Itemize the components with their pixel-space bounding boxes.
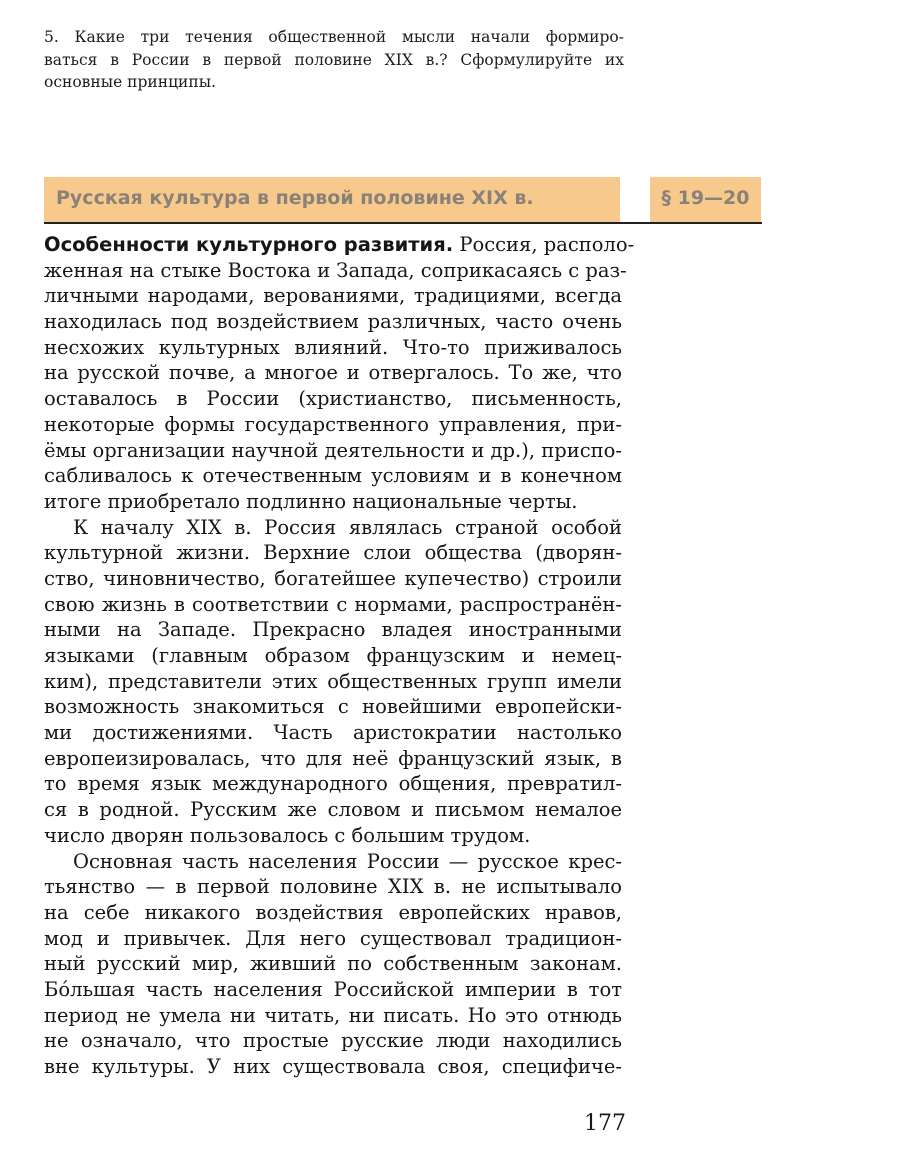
question-line: 5. Какие три течения общественной мысли начали формиро- [44,28,624,46]
section-number-box [650,177,761,222]
text-line: некоторые формы государственного управления, при- [44,412,622,436]
text-line: европеизировалась, что для неё французский язык, в [44,746,622,770]
question-line: основные принципы. [44,73,216,91]
main-text [44,232,635,1080]
header-divider [44,222,762,224]
text-line: женная на стыке Востока и Запада, соприкасаясь с раз- [44,258,627,282]
section-number: § 19—20 [661,187,750,209]
text-line: на русской почве, а многое и отвергалось. То же, что [44,361,622,385]
text-line: сабливалось к отечественным условиям и в конечном [44,464,622,488]
text-line: период не умела ни читать, ни писать. Но это отнюдь [44,1003,622,1027]
chapter-title: Русская культура в первой половине XIX в. [56,187,534,209]
text-line: ким), представители этих общественных групп имели [44,669,622,693]
review-question [44,26,624,94]
question-line: ваться в России в первой половине XIX в.? Сформулируйте их [44,50,624,69]
text-line: Основная часть населения России — русское крес- [73,849,622,873]
text-line [44,232,635,258]
text-line: находилась под воздействием различных, часто очень [44,310,622,334]
text-line: К началу XIX в. Россия являлась страной особой [73,515,622,539]
text-fragment: Россия, располо- [453,233,635,256]
text-line: оставалось в России (христианство, письменность, [44,387,622,411]
text-line: ся в родной. Русским же словом и письмом немалое [44,798,622,822]
text-line: Бóльшая часть населения Российской империи в тот [44,977,622,1001]
page-number: 177 [584,1111,626,1136]
text-line: ёмы организации научной деятельности и др.), приспо- [44,438,622,462]
text-line: итоге приобретало подлинно национальные черты. [44,489,578,513]
text-line: ный русский мир, живший по собственным законам. [44,952,622,976]
text-line: свою жизнь в соответствии с нормами, распространён- [44,592,622,616]
subheading: Особенности культурного развития. [44,233,454,256]
text-line: тьянство — в первой половине XIX в. не испытывало [44,875,622,899]
text-line: ство, чиновничество, богатейшее купечество) строили [44,566,622,590]
text-line: на себе никакого воздействия европейских нравов, [44,900,622,924]
text-line: вне культуры. У них существовала своя, специфиче- [44,1055,622,1078]
text-line: ми достижениями. Часть аристократии настолько [44,721,622,745]
text-line: возможность знакомиться с новейшими европейски- [44,695,622,719]
text-line: число дворян пользовалось с большим трудом. [44,823,531,847]
text-line: ными на Западе. Прекрасно владея иностранными [44,618,622,642]
text-line: несхожих культурных влияний. Что-то приживалось [44,335,622,359]
text-line: не означало, что простые русские люди находились [44,1029,622,1053]
text-line: личными народами, верованиями, традициями, всегда [44,284,622,308]
text-line: языками (главным образом французским и немец- [44,644,622,667]
text-line: культурной жизни. Верхние слои общества (дворян- [44,541,622,565]
text-line: то время язык международного общения, превратил- [44,772,622,796]
text-line: мод и привычек. Для него существовал традицион- [44,926,622,950]
chapter-title-bar [44,177,620,222]
